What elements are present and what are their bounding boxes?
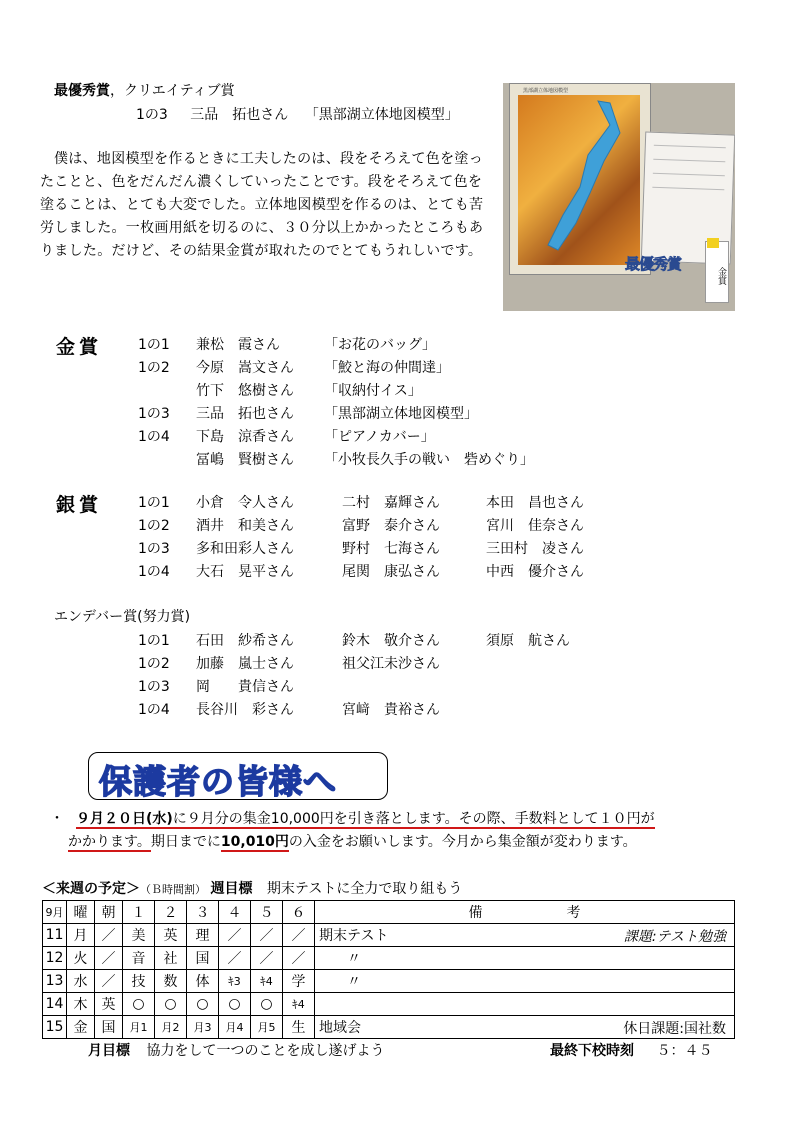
gold-name: 竹下 悠樹さん [196,383,294,399]
silver-name-2: 富野 泰介さん [342,518,440,534]
schedule-cell: 12 [43,947,67,970]
gold-heading: 金賞 [56,336,103,358]
endeavor-name-2: 祖父江未沙さん [342,656,440,672]
gold-row [138,357,450,377]
month-goal-line [88,1040,384,1060]
gold-name: 冨嶋 賢樹さん [196,452,294,468]
schedule-cell: 月 [67,924,95,947]
notice-total: 10,010円 [220,834,289,850]
gold-name: 今原 嵩文さん [196,360,294,376]
schedule-cell: 金 [67,1016,95,1039]
schedule-caption-note: （Ｂ時間割） [140,883,206,896]
endeavor-name-1: 石田 紗希さん [196,633,294,649]
schedule-cell: ○ [123,993,155,1016]
schedule-cell: 国 [187,947,219,970]
schedule-cell: ／ [251,924,283,947]
notice-date: ９月２０日(水) [76,811,173,827]
gold-class: 1の4 [138,429,170,445]
schedule-note-text: 期末テスト [319,928,389,944]
schedule-cell: 月3 [187,1016,219,1039]
schedule-cell: 社 [155,947,187,970]
notice-amount: 集金10,000円を引き落とします。その際、手数料として１０円が [242,811,655,827]
schedule-cell: ／ [219,947,251,970]
silver-name-3: 宮川 佳奈さん [486,518,584,534]
gold-work: 「ピアノカバー」 [324,429,435,445]
endeavor-class: 1の1 [138,633,170,649]
schedule-cell: ／ [95,947,123,970]
endeavor-row [138,630,570,650]
schedule-cell: ／ [95,970,123,993]
gold-work: 「収納付イス」 [324,383,422,399]
schedule-cell: ／ [283,924,315,947]
schedule-header-cell: 備 考 [315,901,735,924]
month-goal: 協力をして一つのことを成し遂げよう [146,1043,385,1059]
schedule-note [315,993,735,1016]
gold-card: 金賞 [705,241,729,303]
dismissal-label: 最終下校時刻 [550,1043,634,1059]
schedule-header-cell: 曜 [67,901,95,924]
schedule-cell: ／ [283,947,315,970]
endeavor-class: 1の2 [138,656,170,672]
gold-row [138,403,478,423]
schedule-cell: ｷ3 [219,970,251,993]
notice-part5: 期日までに [150,834,221,850]
endeavor-heading: エンデバー賞(努力賞) [54,609,191,625]
schedule-cell: 生 [283,1016,315,1039]
endeavor-class: 1の4 [138,702,170,718]
schedule-cell: 美 [123,924,155,947]
schedule-table [42,900,735,1039]
schedule-note-right: 課題:テスト勉強 [623,929,726,945]
gold-work: 「鮫と海の仲間達」 [324,360,450,376]
silver-name-2: 野村 七海さん [342,541,440,557]
schedule-cell: ／ [219,924,251,947]
schedule-cell: 国 [95,1016,123,1039]
schedule-cell: 体 [187,970,219,993]
top-award-name: 三品 拓也さん [190,107,289,123]
silver-class: 1の2 [138,518,170,534]
notice-part2: に９月分の [172,811,243,827]
notice-part7: の入金をお願いします。今月から集金額が変わります。 [288,834,637,850]
top-award-heading [54,80,235,100]
schedule-note-right: 休日課題:国社数 [623,1021,726,1037]
schedule-row [43,970,735,993]
schedule-cell: ○ [251,993,283,1016]
schedule-cell: 11 [43,924,67,947]
essay-text: 僕は、地図模型を作るときに工夫したのは、段をそろえて色を塗ったことと、色をだんだん濃くしていったことです。段をそろえて色を塗ることは、とても大変でした。立体地図模型を作るのは、とても苦労しました。一枚画用紙を切るのに、３０分以上かかったところもありました。だけど、その結果金賞が取れたのでとてもうれしいです。 [40,151,484,259]
dismissal-line [550,1040,712,1060]
gold-name: 兼松 霞さん [196,337,280,353]
notice-bullet: ・ [50,811,64,827]
lake-shape-icon [518,95,640,265]
schedule-cell: ／ [95,924,123,947]
schedule-cell: 15 [43,1016,67,1039]
schedule-cell: ○ [155,993,187,1016]
silver-row [138,538,584,558]
silver-row [138,561,584,581]
schedule-row [43,1016,735,1039]
silver-class: 1の1 [138,495,170,511]
silver-name-3: 三田村 凌さん [486,541,584,557]
schedule-header-cell: ２ [155,901,187,924]
schedule-cell: 火 [67,947,95,970]
notice-fee: かかります。 [68,834,151,850]
gold-row [138,380,422,400]
schedule-header-cell: ３ [187,901,219,924]
gold-work: 「黒部湖立体地図模型」 [324,406,478,422]
notice-text [60,808,750,854]
schedule-note [315,970,735,993]
gold-class: 1の2 [138,360,170,376]
month-goal-label: 月目標 [88,1043,130,1059]
schedule-cell: ／ [251,947,283,970]
gold-class: 1の3 [138,406,170,422]
schedule-title: ＜来週の予定＞ [42,881,140,897]
schedule-header-cell: ５ [251,901,283,924]
endeavor-name-1: 岡 貴信さん [196,679,294,695]
silver-row [138,515,584,535]
gold-class: 1の1 [138,337,170,353]
silver-name-1: 大石 晃平さん [196,564,294,580]
endeavor-row [138,676,486,696]
schedule-note [315,1016,735,1039]
top-award-winner [136,104,459,124]
endeavor-name-1: 長谷川 彩さん [196,702,294,718]
schedule-header-cell: 朝 [95,901,123,924]
silver-name-3: 本田 昌也さん [486,495,584,511]
schedule-row [43,924,735,947]
parents-banner [88,752,388,800]
schedule-cell: 木 [67,993,95,1016]
schedule-header-cell: ６ [283,901,315,924]
schedule-cell: 技 [123,970,155,993]
schedule-header-cell: ４ [219,901,251,924]
schedule-row [43,993,735,1016]
week-goal: 期末テストに全力で取り組もう [266,881,463,897]
schedule-cell: 13 [43,970,67,993]
schedule-header-cell: １ [123,901,155,924]
award-sign: 最優秀賞 [625,255,682,273]
endeavor-name-1: 加藤 嵐士さん [196,656,294,672]
schedule-cell: 月1 [123,1016,155,1039]
schedule-cell: 英 [95,993,123,1016]
schedule-cell: 月2 [155,1016,187,1039]
schedule-caption [42,878,462,898]
top-award-work: 「黒部湖立体地図模型」 [304,107,459,123]
gold-row [138,449,534,469]
schedule-note [315,924,735,947]
schedule-cell: 月5 [251,1016,283,1039]
gold-sticker [707,238,719,248]
schedule-row [43,947,735,970]
schedule-cell: ○ [219,993,251,1016]
silver-class: 1の4 [138,564,170,580]
gold-work: 「お花のバッグ」 [324,337,436,353]
silver-class: 1の3 [138,541,170,557]
endeavor-row [138,653,486,673]
top-award-class: 1の3 [136,107,168,123]
model-photo [503,83,735,311]
schedule-note-text: 地域会 [319,1020,361,1036]
silver-name-2: 尾関 康弘さん [342,564,440,580]
silver-name-2: 二村 嘉輝さん [342,495,440,511]
schedule-cell: 月4 [219,1016,251,1039]
endeavor-row [138,699,486,719]
silver-name-3: 中西 優介さん [486,564,584,580]
top-award-title: 最優秀賞 [54,83,110,99]
schedule-cell: 音 [123,947,155,970]
silver-heading: 銀賞 [56,494,103,516]
endeavor-name-2: 鈴木 敬介さん [342,633,440,649]
schedule-cell: ○ [187,993,219,1016]
schedule-cell: ｷ4 [283,993,315,1016]
endeavor-name-3: 須原 航さん [486,633,570,649]
relief-map [518,95,640,265]
top-award-title-rest: ，クリエイティブ賞 [110,83,235,99]
schedule-cell: 水 [67,970,95,993]
schedule-header-row [43,901,735,924]
gold-name: 三品 拓也さん [196,406,294,422]
silver-name-1: 酒井 和美さん [196,518,294,534]
gold-row [138,334,436,354]
schedule-note [315,947,735,970]
endeavor-name-2: 宮﨑 貴裕さん [342,702,440,718]
endeavor-class: 1の3 [138,679,170,695]
silver-name-1: 小倉 令人さん [196,495,294,511]
schedule-cell: 数 [155,970,187,993]
silver-name-1: 多和田彩人さん [196,541,294,557]
schedule-cell: 理 [187,924,219,947]
week-goal-label: 週目標 [210,881,253,897]
schedule-cell: 学 [283,970,315,993]
schedule-note-text: 〃 [319,951,361,967]
gold-work: 「小牧長久手の戦い 砦めぐり」 [324,452,534,468]
schedule-header-cell: 9月 [43,901,67,924]
schedule-cell: 英 [155,924,187,947]
schedule-note-text: 〃 [319,974,361,990]
gold-row [138,426,435,446]
schedule-cell: 14 [43,993,67,1016]
schedule-cell: ｷ4 [251,970,283,993]
parents-banner-text: 保護者の皆様へ [99,762,337,801]
silver-row [138,492,584,512]
dismissal-time: ５：４５ [656,1043,713,1059]
model-top-label: 黒部湖立体地図模型 [523,88,569,94]
gold-name: 下島 涼香さん [196,429,294,445]
